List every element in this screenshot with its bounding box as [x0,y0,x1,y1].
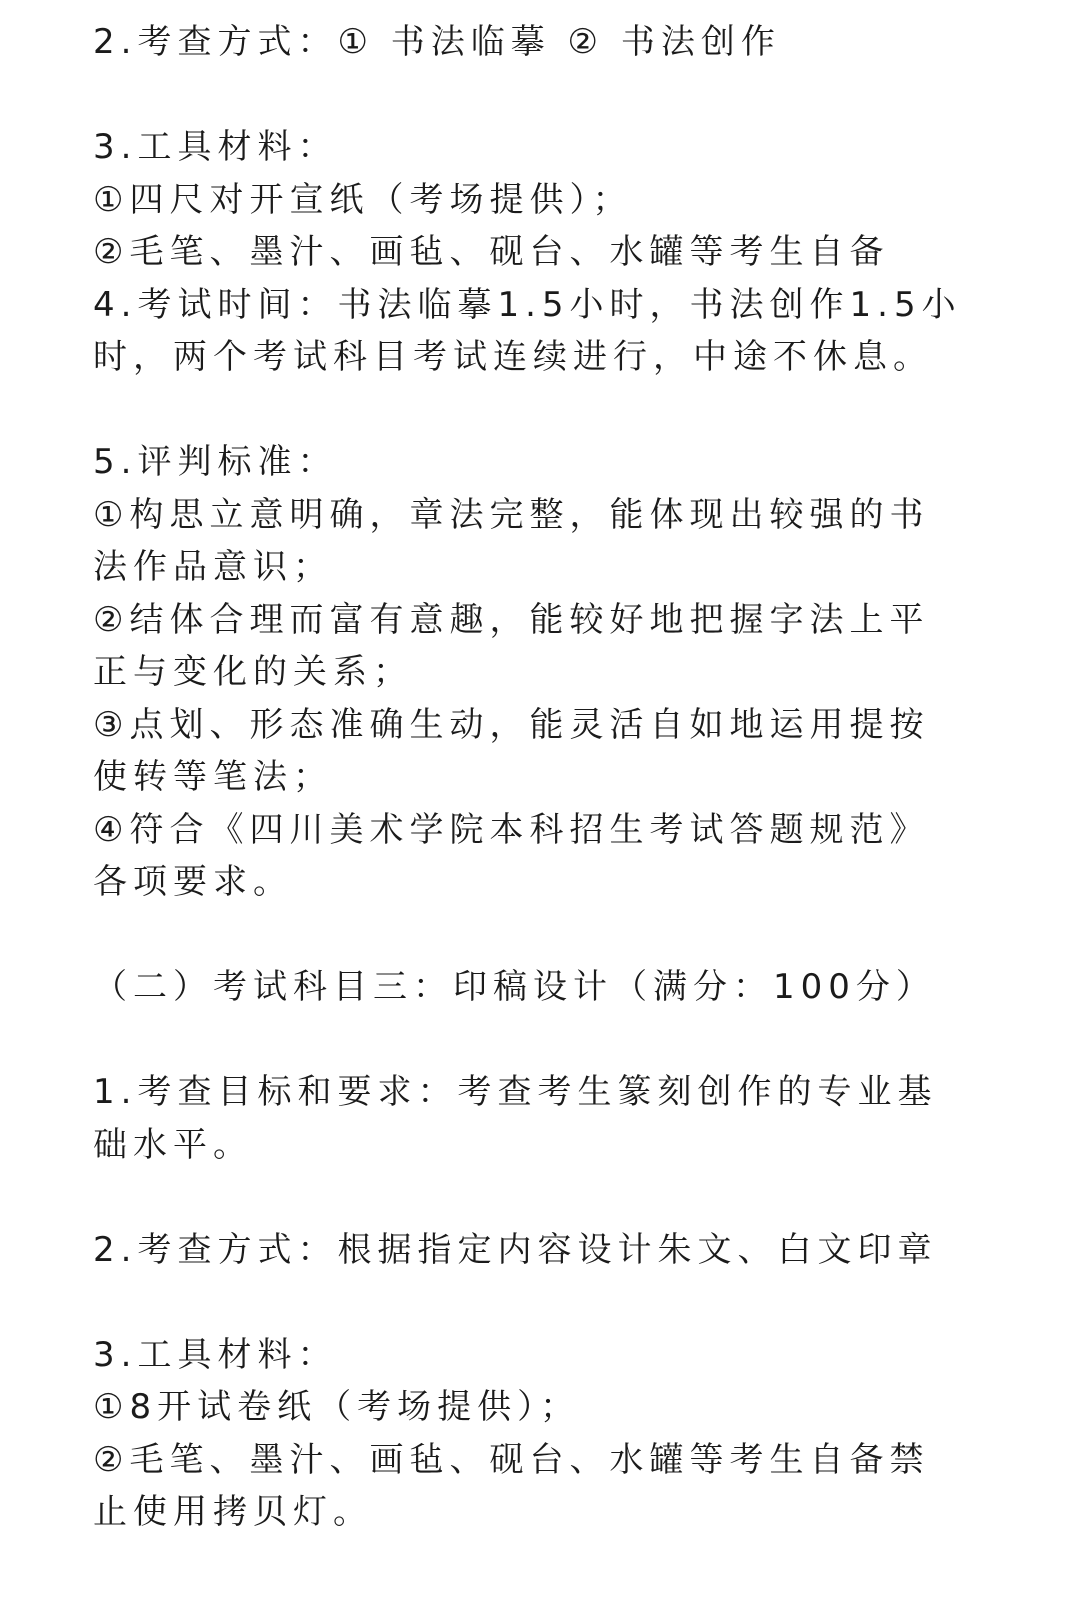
blank-line [93,1171,973,1224]
text-line: 各项要求。 [93,862,293,902]
blank-line [93,1014,973,1067]
text-line: 1.考查目标和要求：考查考生篆刻创作的专业基 [93,1072,938,1112]
section-heading: （二）考试科目三：印稿设计（满分：100分） [93,967,936,1007]
text-line: 止使用拷贝灯。 [93,1492,373,1532]
text-line: 2.考查方式：① 书法临摹 ② 书法创作 [93,22,781,62]
text-line: ④符合《四川美术学院本科招生考试答题规范》 [93,809,930,850]
document-body [93,16,973,1539]
text-line: ③点划、形态准确生动，能灵活自如地运用提按 [93,704,930,745]
text-line: 3.工具材料： [93,1334,338,1375]
text-line: ①四尺对开宣纸（考场提供）； [93,179,633,220]
text-line: 使转等笔法； [93,757,333,797]
blank-line [93,1276,973,1329]
text-line: 正与变化的关系； [93,652,413,692]
text-line: 时，两个考试科目考试连续进行，中途不休息。 [93,337,933,377]
text-line: ②毛笔、墨汁、画毡、砚台、水罐等考生自备 [93,232,890,272]
text-line: 础水平。 [93,1124,253,1165]
blank-line [93,909,973,962]
text-line: 4.考试时间：书法临摹1.5小时，书法创作1.5小 [93,284,962,325]
text-line: ①8开试卷纸（考场提供）； [93,1387,581,1427]
text-line: 3.工具材料： [93,127,338,167]
text-line: 2.考查方式：根据指定内容设计朱文、白文印章 [93,1229,938,1270]
blank-line [93,69,973,122]
text-line: 5.评判标准： [93,442,338,482]
text-line: ①构思立意明确，章法完整，能体现出较强的书 [93,494,930,535]
text-line: ②结体合理而富有意趣，能较好地把握字法上平 [93,599,930,640]
blank-line [93,384,973,437]
text-line: 法作品意识； [93,547,333,587]
text-line: ②毛笔、墨汁、画毡、砚台、水罐等考生自备禁 [93,1439,930,1480]
